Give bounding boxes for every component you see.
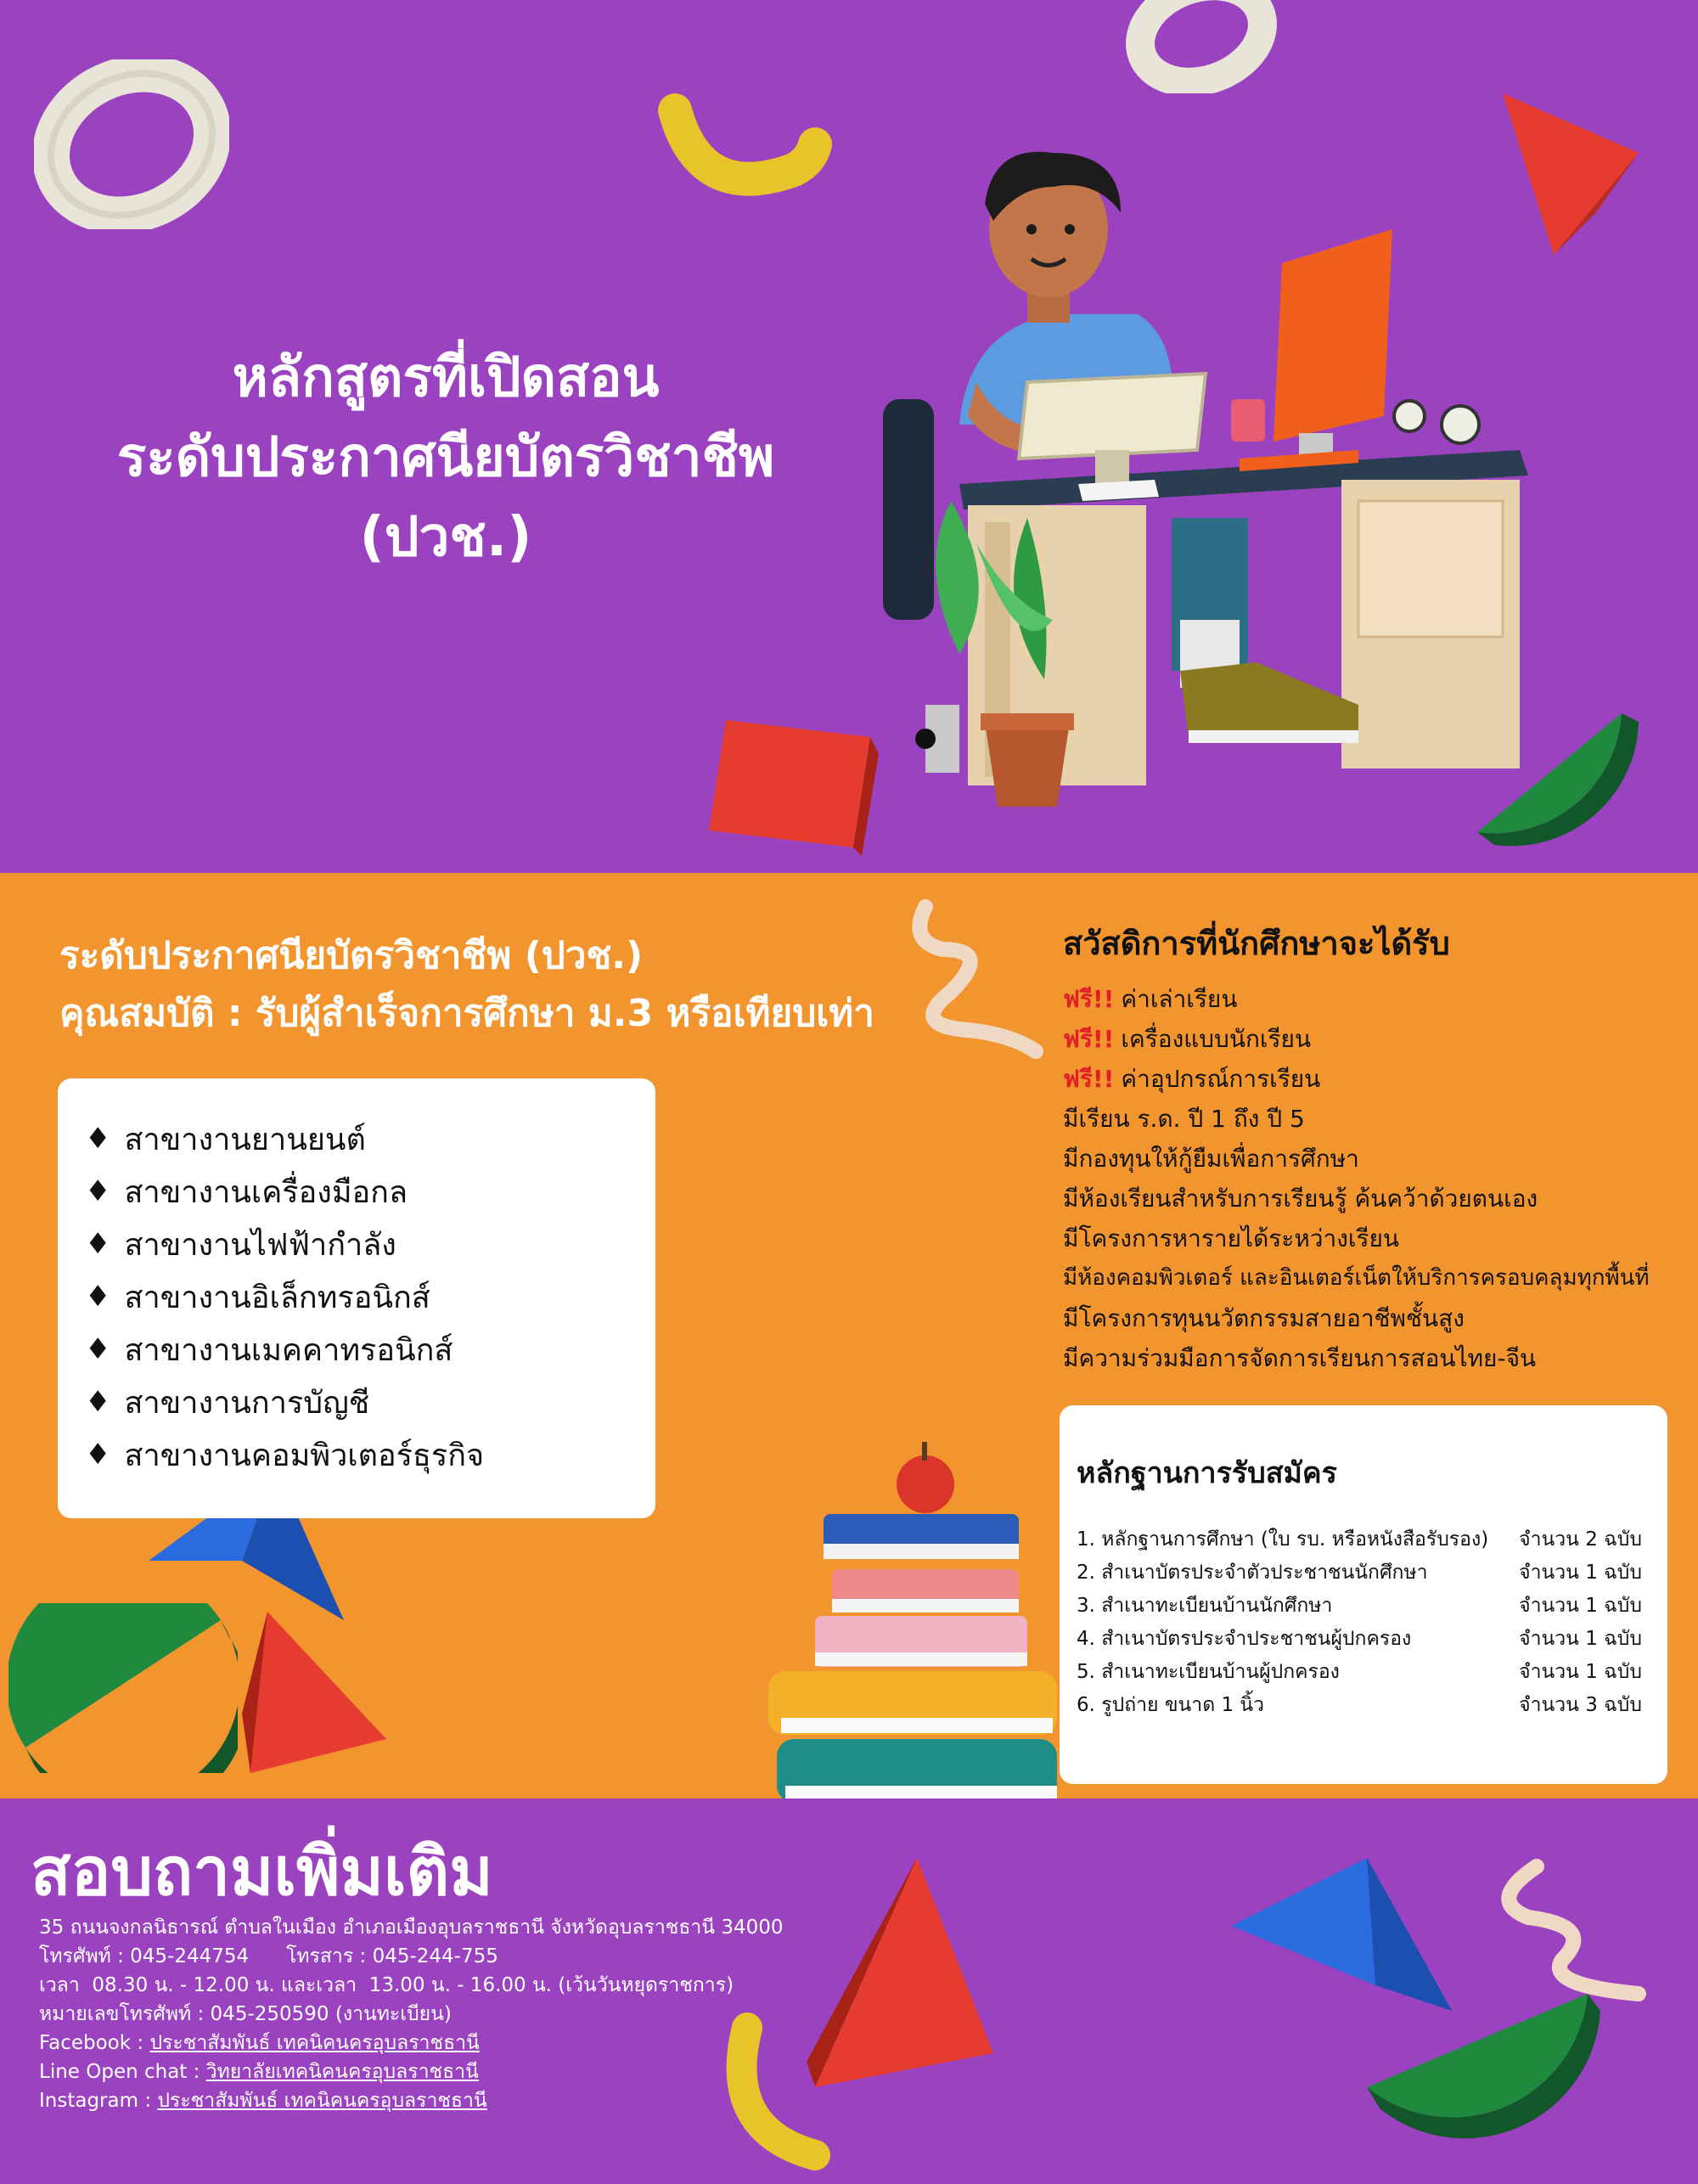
document-name: 6. รูปถ่าย ขนาด 1 นิ้ว: [1077, 1694, 1265, 1716]
document-name: 2. สำเนาบัตรประจำตัวประชาชนนักศึกษา: [1077, 1562, 1428, 1584]
green-half-disc-decoration: [1358, 1994, 1613, 2184]
document-item: [1077, 1590, 1650, 1624]
contact-title: สอบถามเพิ่มเติม: [31, 1834, 493, 1911]
major-label: สาขางานอิเล็กทรอนิกส์: [124, 1280, 430, 1315]
benefit-text: มีโครงการทุนนวัตกรรมสายอาชีพชั้นสูง: [1063, 1304, 1465, 1332]
document-name: 4. สำเนาบัตรประจำประชาชนผู้ปกครอง: [1077, 1628, 1412, 1650]
benefit-text: ค่าเล่าเรียน: [1121, 985, 1238, 1013]
student-at-desk-illustration: [883, 144, 1537, 815]
yellow-arc-decoration: [649, 85, 836, 221]
line-open-chat-link[interactable]: วิทยาลัยเทคนิคนครอุบลราชธานี: [205, 2061, 479, 2083]
contact-details: [39, 1912, 888, 2114]
instagram-row: [39, 2085, 888, 2114]
major-item: [85, 1218, 655, 1270]
document-name: 5. สำเนาทะเบียนบ้านผู้ปกครอง: [1077, 1661, 1340, 1683]
major-item: [85, 1270, 655, 1323]
red-cone-decoration: [242, 1612, 395, 1782]
address-text: 35 ถนนจงกลนิธารณ์ ตำบลในเมือง อำเภอเมืองอุบลราชธานี จังหวัดอุบลราชธานี 34000: [39, 1917, 784, 1939]
benefit-text: มีเรียน ร.ด. ปี 1 ถึง ปี 5: [1063, 1105, 1305, 1133]
major-item: [85, 1323, 655, 1376]
application-documents-card: [1060, 1405, 1667, 1784]
red-cube-decoration: [709, 720, 879, 856]
line-label: Line Open chat :: [39, 2061, 206, 2083]
benefit-item: [1063, 1061, 1691, 1100]
major-label: สาขางานคอมพิวเตอร์ธุรกิจ: [124, 1438, 485, 1473]
benefit-item: [1063, 981, 1691, 1021]
hero-section: [0, 0, 1698, 873]
benefit-item: [1063, 1021, 1691, 1061]
squiggle-decoration: [891, 890, 1061, 1068]
white-torus-decoration: [1121, 0, 1282, 93]
line-row: [39, 2057, 888, 2085]
benefit-item: [1063, 1180, 1691, 1220]
major-label: สาขางานเครื่องมือกล: [124, 1174, 408, 1210]
major-label: สาขางานไฟฟ้ากำลัง: [124, 1227, 396, 1263]
diamond-bullet-icon: ♦: [85, 1280, 111, 1314]
hero-title-line-3: (ปวช.): [359, 506, 532, 569]
instagram-label: Instagram :: [39, 2090, 158, 2112]
document-name: 1. หลักฐานการศึกษา (ใบ รบ. หรือหนังสือรับรอง): [1077, 1528, 1489, 1551]
major-item: [85, 1112, 655, 1165]
benefit-item: [1063, 1300, 1691, 1340]
benefit-item: [1063, 1340, 1691, 1380]
major-label: สาขางานเมคคาทรอนิกส์: [124, 1332, 453, 1368]
diamond-bullet-icon: ♦: [85, 1227, 111, 1261]
majors-card: [58, 1078, 655, 1518]
white-torus-decoration: [34, 59, 229, 229]
document-quantity: จำนวน 1 ฉบับ: [1519, 1661, 1642, 1683]
document-quantity: จำนวน 1 ฉบับ: [1519, 1562, 1642, 1584]
benefit-text: ค่าอุปกรณ์การเรียน: [1121, 1065, 1321, 1093]
hero-title-line-2: ระดับประกาศนียบัตรวิชาชีพ: [116, 426, 775, 489]
free-tag: ฟรี!!: [1063, 1025, 1115, 1053]
phone-text: โทรศัพท์ : 045-244754 โทรสาร : 045-244-755: [39, 1945, 498, 1967]
major-item: [85, 1165, 655, 1218]
diamond-bullet-icon: ♦: [85, 1174, 111, 1208]
diamond-bullet-icon: ♦: [85, 1332, 111, 1366]
document-quantity: จำนวน 1 ฉบับ: [1519, 1595, 1642, 1617]
facebook-link[interactable]: ประชาสัมพันธ์ เทคนิคนครอุบลราชธานี: [149, 2032, 480, 2054]
document-quantity: จำนวน 1 ฉบับ: [1519, 1628, 1642, 1650]
facebook-row: [39, 2028, 888, 2057]
document-name: 3. สำเนาทะเบียนบ้านนักศึกษา: [1077, 1595, 1333, 1617]
benefit-item: [1063, 1220, 1691, 1260]
benefit-text: มีห้องเรียนสำหรับการเรียนรู้ ค้นคว้าด้วยตนเอง: [1063, 1185, 1538, 1213]
green-half-disc-decoration: [8, 1603, 238, 1773]
hero-title: [34, 338, 857, 577]
program-level-heading: ระดับประกาศนียบัตรวิชาชีพ (ปวช.): [59, 934, 644, 977]
major-item: [85, 1428, 655, 1481]
qualification-heading: คุณสมบัติ : รับผู้สำเร็จการศึกษา ม.3 หรือเทียบเท่า: [59, 992, 875, 1035]
documents-title: หลักฐานการรับสมัคร: [1077, 1456, 1337, 1490]
facebook-label: Facebook :: [39, 2032, 150, 2054]
free-tag: ฟรี!!: [1063, 1065, 1115, 1093]
major-label: สาขางานการบัญชี: [124, 1385, 370, 1421]
benefit-text: เครื่องแบบนักเรียน: [1121, 1025, 1312, 1053]
book-stack-illustration: [764, 1433, 1070, 1798]
diamond-bullet-icon: ♦: [85, 1438, 111, 1472]
benefit-text: มีโครงการหารายได้ระหว่างเรียน: [1063, 1224, 1400, 1252]
major-item: [85, 1376, 655, 1428]
document-quantity: จำนวน 3 ฉบับ: [1519, 1694, 1642, 1716]
squiggle-decoration: [1469, 1849, 1664, 2011]
registration-phone-text: หมายเลขโทรศัพท์ : 045-250590 (งานทะเบียน): [39, 2003, 452, 2025]
benefit-item: [1063, 1140, 1691, 1180]
diamond-bullet-icon: ♦: [85, 1385, 111, 1419]
free-tag: ฟรี!!: [1063, 985, 1115, 1013]
instagram-link[interactable]: ประชาสัมพันธ์ เทคนิคนครอุบลราชธานี: [157, 2090, 487, 2112]
document-item: [1077, 1657, 1650, 1690]
benefits-title: สวัสดิการที่นักศึกษาจะได้รับ: [1063, 925, 1450, 962]
document-quantity: จำนวน 2 ฉบับ: [1519, 1528, 1642, 1551]
benefit-item: [1063, 1260, 1691, 1300]
document-item: [1077, 1557, 1650, 1590]
diamond-bullet-icon: ♦: [85, 1122, 111, 1156]
benefits-list: [1063, 917, 1691, 1380]
benefit-text: มีห้องคอมพิวเตอร์ และอินเตอร์เน็ตให้บริการครอบคลุมทุกพื้นที่: [1063, 1265, 1650, 1291]
major-label: สาขางานยานยนต์: [124, 1122, 366, 1157]
hero-title-line-1: หลักสูตรที่เปิดสอน: [232, 346, 660, 409]
document-item: [1077, 1690, 1650, 1723]
office-hours-text: เวลา 08.30 น. - 12.00 น. และเวลา 13.00 น. - 16.00 น. (เว้นวันหยุดราชการ): [39, 1974, 734, 1996]
document-item: [1077, 1524, 1650, 1557]
benefit-text: มีกองทุนให้กู้ยืมเพื่อการศึกษา: [1063, 1145, 1359, 1173]
benefit-item: [1063, 1100, 1691, 1140]
benefit-text: มีความร่วมมือการจัดการเรียนการสอนไทย-จีน: [1063, 1344, 1537, 1372]
document-item: [1077, 1624, 1650, 1657]
